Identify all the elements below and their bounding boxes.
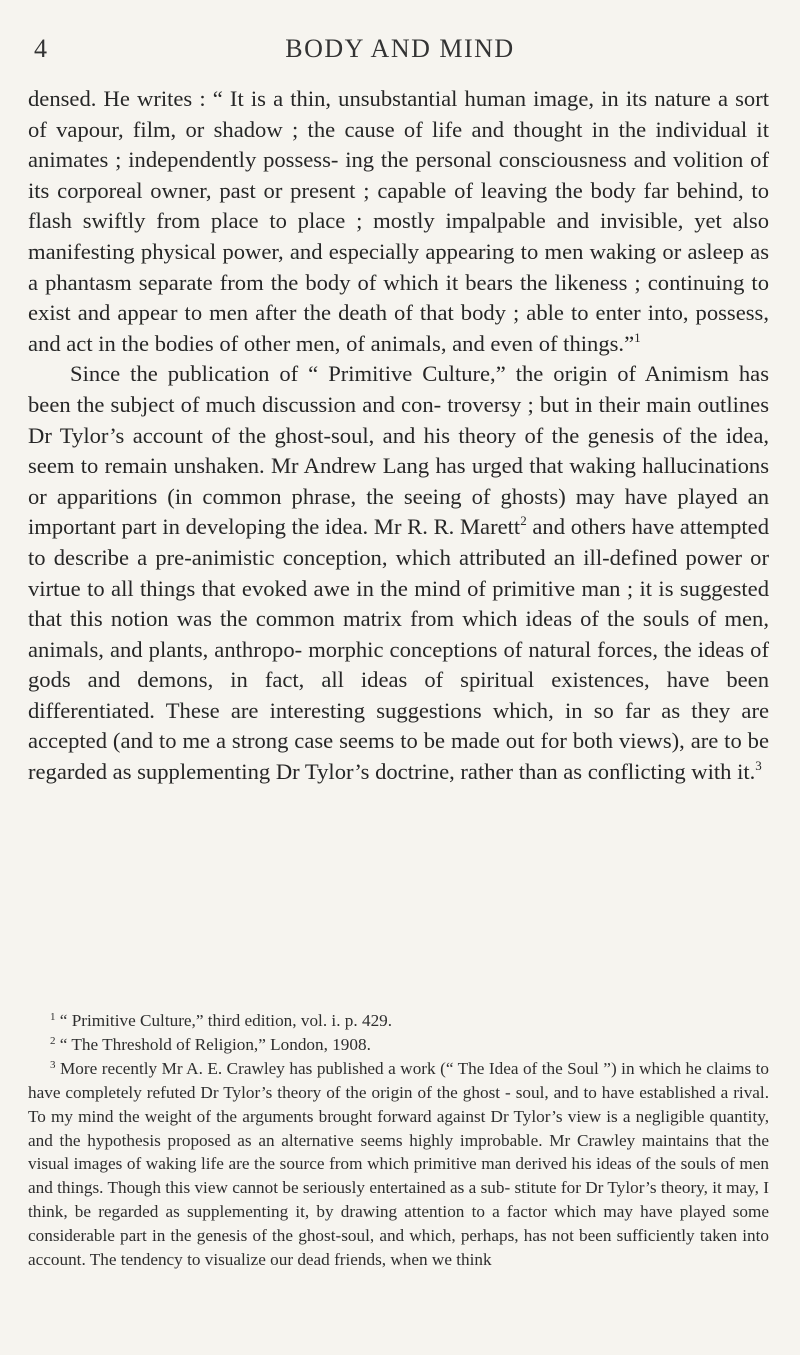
footnote-reference: 1 [634, 329, 641, 345]
footnote [28, 1033, 769, 1057]
footnote-text: “ Primitive Culture,” third edition, vol. i. p. 429. [59, 1011, 393, 1030]
footnote-text: “ The Threshold of Religion,” London, 1908. [59, 1034, 371, 1054]
footnote-reference: 3 [755, 758, 762, 774]
footnote-reference: 2 [520, 513, 527, 529]
footnote [28, 1057, 769, 1272]
paragraph [28, 84, 769, 359]
footnote-mark: 2 [50, 1034, 56, 1047]
body-text [28, 84, 769, 788]
footnote-mark: 1 [50, 1011, 56, 1023]
paragraph [28, 359, 769, 787]
paragraph-text: and others have attempted to describe a pre-animistic conception, which attributed an ill-defined power or virtue to all things that evoked awe in the mind of primitive man ; it is suggested that this notion was the common matrix from which ideas of the souls of men, animals, and plants, anthropo- morphic conceptions of natural forces, the ideas of gods and demons, in fact, all ideas of spiritual existences, have been differentiated. These are interesting suggestions which, in so far as they are accepted (and to me a strong case seems to be made out for both views), are to be regarded as supplementing Dr Tylor’s doctrine, rather than as conflicting with it. [28, 514, 769, 785]
footnote-mark: 3 [50, 1058, 56, 1071]
page-number: 4 [34, 34, 47, 63]
footnote-text: More recently Mr A. E. Crawley has published a work (“ The Idea of the Soul ”) in which he claims to have completely refuted Dr Tylor’s theory of the origin of the ghost - soul, and to have established a rival. To my mind the weight of the arguments brought forward against Dr Tylor’s view is a negligible quantity, and the hypothesis proposed as an alternative seems highly improbable. Mr Crawley maintains that the visual images of waking life are the source from which primitive man derived his ideas of the souls of men and things. Though this view cannot be seriously entertained as a sub- stitute for Dr Tylor’s theory, it may, I think, be regarded as supplementing it, by drawing attention to a factor which may have played some considerable part in the genesis of the ghost-soul, and which, perhaps, has not been sufficiently taken into account. The tendency to visualize our dead friends, when we think [28, 1058, 770, 1270]
footnote [28, 1009, 769, 1033]
paragraph-text: densed. He writes : “ It is a thin, unsubstantial human image, in its nature a sort of vapour, film, or shadow ; the cause of life and thought in the individual it animates ; independently possess- ing the personal consciousness and volition of its corporeal owner, past or present ; capable of leaving the body far behind, to flash swiftly from place to place ; mostly impalpable and invisible, yet also manifesting physical power, and especially appearing to men waking or asleep as a phantasm separate from the body of which it bears the likeness ; continuing to exist and appear to men after the death of that body ; able to enter into, possess, and act in the bodies of other men, of animals, and even of things.” [28, 86, 769, 356]
running-head: BODY AND MIND [285, 34, 515, 63]
page-header [0, 28, 800, 68]
paragraph-text: Since the publication of “ Primitive Culture,” the origin of Animism has been the subject of much discussion and con- troversy ; but in their main outlines Dr Tylor’s account of the ghost-soul, and his theory of the genesis of the idea, seem to remain unshaken. Mr Andrew Lang has urged that waking hallucinations or apparitions (in common phrase, the seeing of ghosts) may have played an important part in developing the idea. Mr R. R. Marett [28, 361, 769, 540]
footnotes [28, 1009, 769, 1272]
